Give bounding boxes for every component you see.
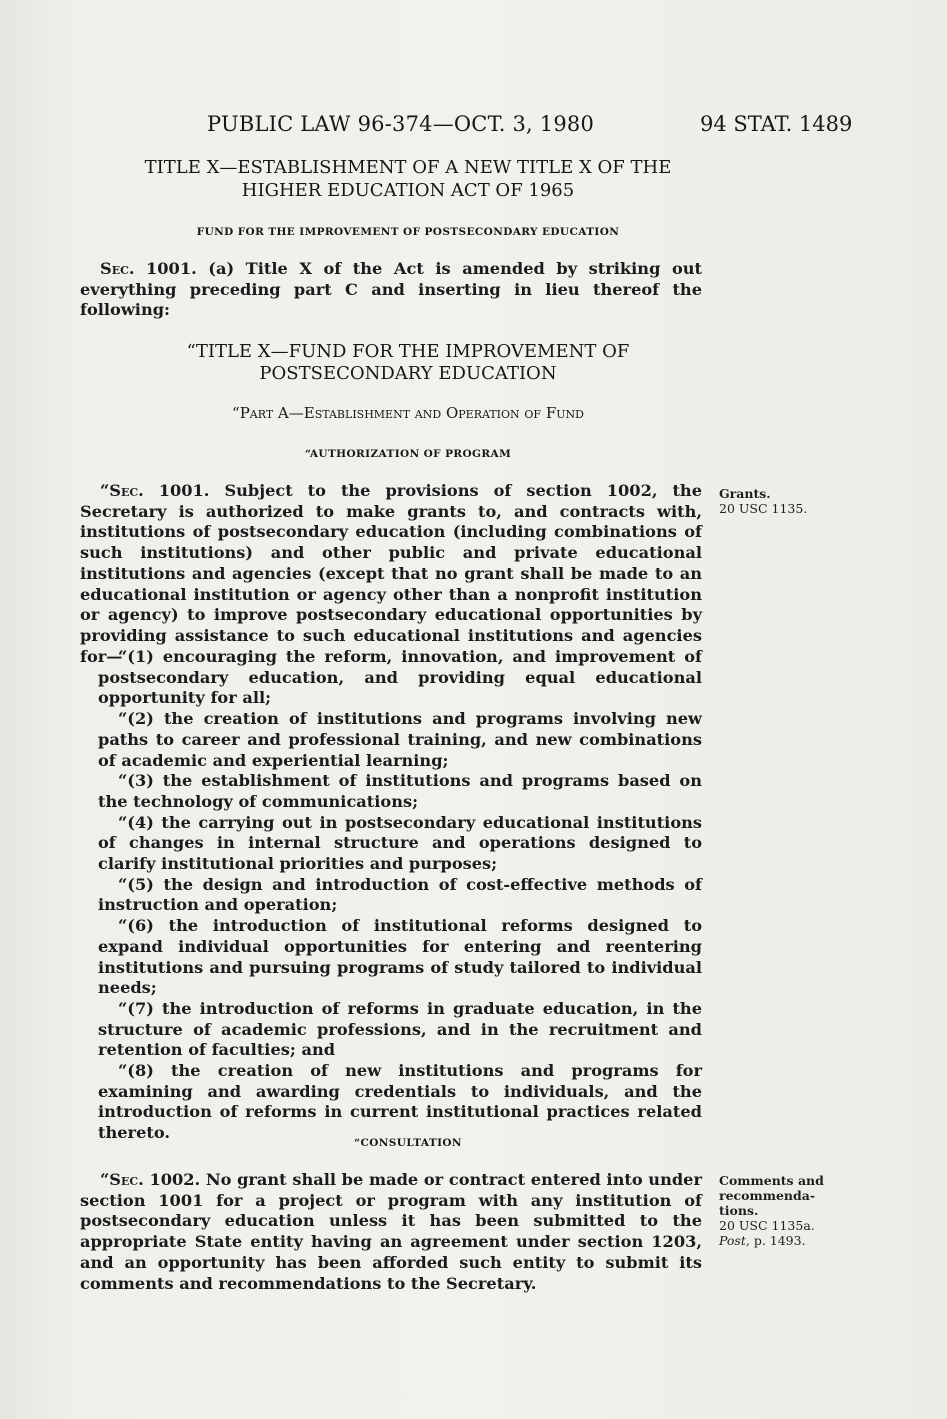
post-label: Post,: [719, 1233, 750, 1248]
item-4-text: “(4) the carrying out in postsecondary educational institutions of changes in internal structure and operations designed to clarify institutional priorities and purposes;: [98, 812, 702, 874]
margin-comments-line-2: recommenda-: [719, 1188, 816, 1203]
margin-comments-line-3: tions.: [719, 1203, 759, 1218]
section-label: Sec. 1001.: [100, 259, 197, 278]
fund-heading: FUND FOR THE IMPROVEMENT OF POSTSECONDARY EDUCATION: [196, 226, 620, 238]
public-law-citation: PUBLIC LAW 96-374—OCT. 3, 1980: [207, 112, 595, 136]
margin-grants-usc: 20 USC 1135.: [719, 501, 808, 516]
section-1001: [80, 481, 702, 667]
section-text: No grant shall be made or contract entered into under section 1001 for a project or program with any institution of postsecondary education unless it has been submitted to the appropriate State entity having an agreement under section 1203, and an opportunity has been afforded such entity to submit its comments and recommendations to the Secretary.: [80, 1170, 702, 1293]
page-header: [0, 112, 947, 142]
part-a-heading: “Part A—Establishment and Operation of Fund: [232, 404, 584, 422]
margin-note-grants: [719, 486, 839, 516]
statute-page-number: 94 STAT. 1489: [700, 112, 853, 136]
item-3-text: “(3) the establishment of institutions and programs based on the technology of communications;: [98, 771, 702, 811]
margin-comments-post: [719, 1233, 849, 1248]
list-item: [98, 771, 702, 812]
item-7-text: “(7) the introduction of reforms in graduate education, in the structure of academic professions, and in the recruitment and retention of faculties; and: [98, 998, 702, 1060]
section-1001-amendment: [80, 259, 702, 321]
list-item: [98, 916, 702, 999]
list-item: [98, 999, 702, 1061]
list-item: [98, 709, 702, 771]
margin-note-comments: [719, 1173, 849, 1248]
new-title-line-1: “TITLE X—FUND FOR THE IMPROVEMENT OF: [186, 341, 630, 362]
title-line-1: TITLE X—ESTABLISHMENT OF A NEW TITLE X OF THE: [144, 157, 672, 178]
purpose-list: [98, 647, 702, 1144]
item-5-text: “(5) the design and introduction of cost-effective methods of instruction and operation;: [98, 874, 702, 915]
item-8-text: “(8) the creation of new institutions and programs for examining and awarding credentials to individuals, and the introduction of reforms in current institutional practices related thereto.: [98, 1061, 702, 1143]
margin-comments-usc: 20 USC 1135a.: [719, 1218, 815, 1233]
new-title-line-2: POSTSECONDARY EDUCATION: [259, 363, 557, 384]
authorization-heading: “AUTHORIZATION OF PROGRAM: [304, 448, 512, 460]
title-line-2: HIGHER EDUCATION ACT OF 1965: [241, 180, 575, 201]
title-heading: [108, 156, 708, 202]
list-item: [98, 647, 702, 709]
margin-comments-line-1: Comments and: [719, 1173, 824, 1188]
list-item: [98, 875, 702, 916]
section-text: (a) Title X of the Act is amended by striking out everything preceding part C and inserting in lieu thereof the following:: [80, 259, 702, 320]
section-text: Subject to the provisions of section 1002, the Secretary is authorized to make grants to, and contracts with, institutions of postsecondary education (including combinations of such institutions) and other public and private educational institutions and agencies (except that no grant shall be made to an educational institution or agency other than a nonprofit institution or agency) to improve postsecondary educational opportunities by providing assistance to such educational institutions and agencies for—: [80, 481, 702, 666]
consultation-heading: “CONSULTATION: [354, 1137, 462, 1149]
section-label: “Sec. 1002.: [100, 1170, 201, 1189]
item-6-text: “(6) the introduction of institutional reforms designed to expand individual opportunities for entering and reentering institutions and pursuing programs of study tailored to individual needs;: [98, 916, 702, 998]
margin-grants-label: Grants.: [719, 486, 771, 501]
item-1-text: “(1) encouraging the reform, innovation, and improvement of postsecondary education, and providing equal educational opportunity for all;: [98, 647, 702, 708]
new-title-heading: [108, 341, 708, 385]
post-page: p. 1493.: [753, 1233, 806, 1248]
section-1002: [80, 1170, 702, 1294]
list-item: [98, 813, 702, 875]
item-2-text: “(2) the creation of institutions and programs involving new paths to career and professional training, and new combinations of academic and experiential learning;: [98, 709, 702, 770]
section-label: “Sec. 1001.: [100, 481, 210, 500]
list-item: [98, 1061, 702, 1144]
